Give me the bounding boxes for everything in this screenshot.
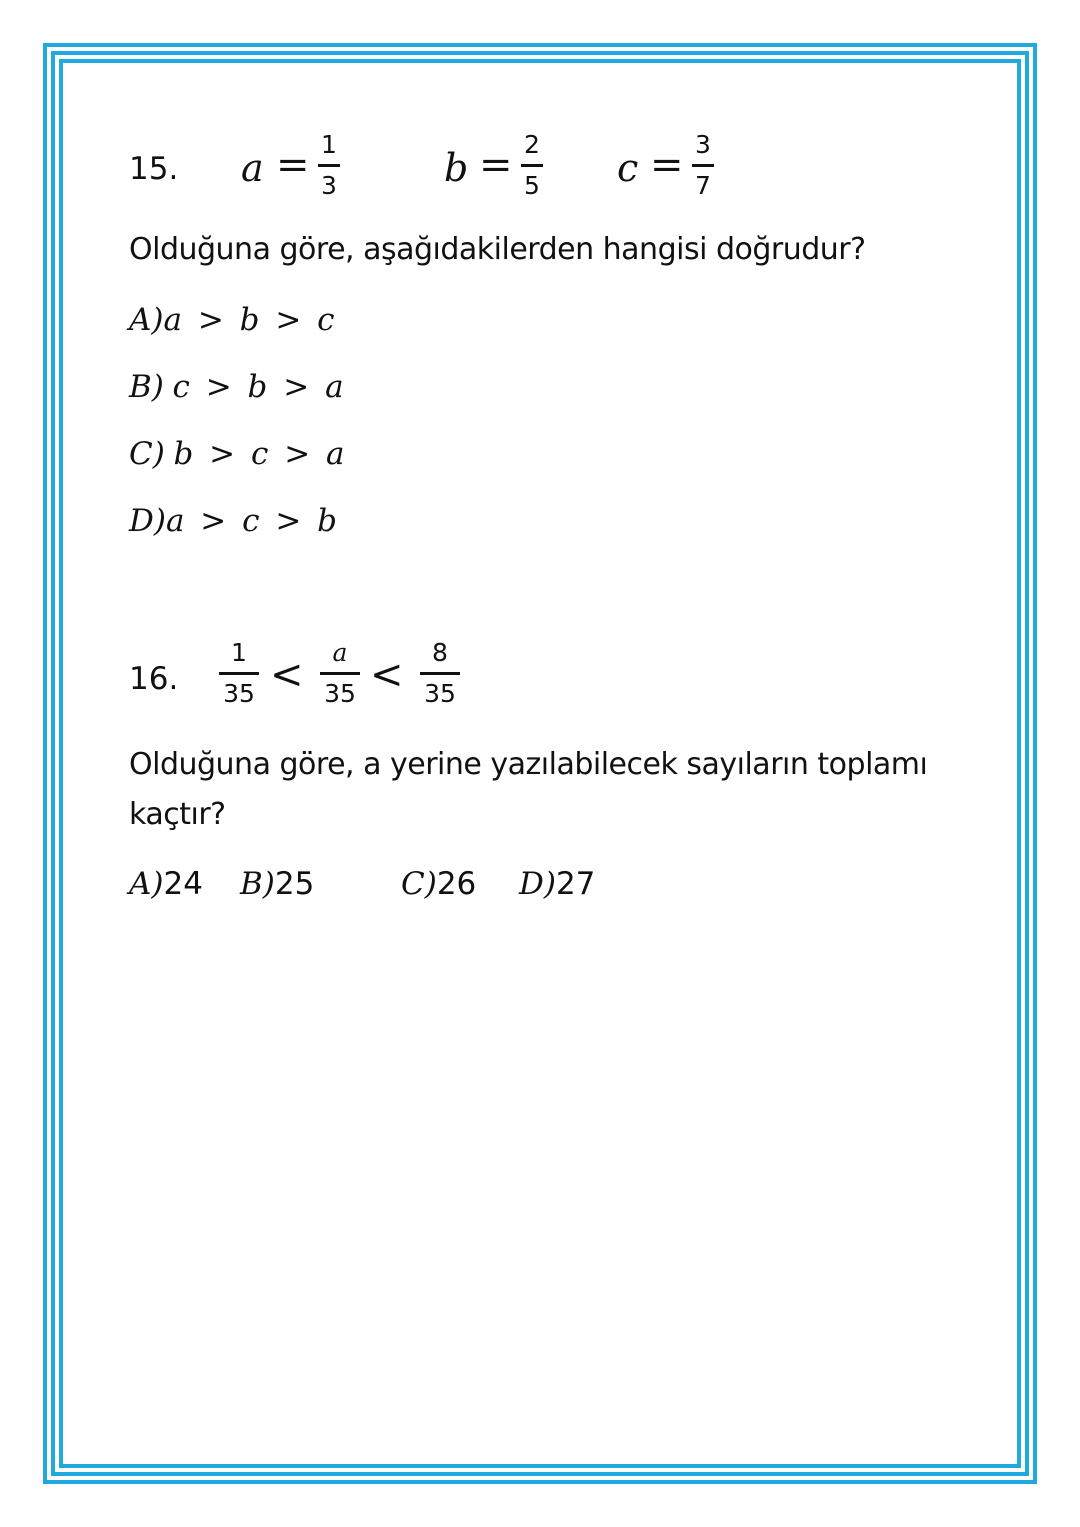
option-b[interactable]: B)25 [240,866,315,902]
option-d[interactable]: D)27 [519,866,596,902]
question-number: 16. [129,661,179,697]
fraction-b: 2 5 [521,130,543,201]
option-a[interactable]: A)24 [129,866,203,902]
fraction-lower: 1 35 [219,638,259,709]
given-a-var: a [241,146,264,190]
option-c[interactable]: C)26 [401,866,477,902]
fraction-a: 1 3 [318,130,340,201]
fraction-middle: a 35 [320,638,360,709]
fraction-c: 3 7 [692,130,714,201]
option-d[interactable]: D)a > c > b [129,503,338,539]
equals-sign: = [650,142,684,188]
less-than-sign: < [270,652,304,698]
less-than-sign: < [370,652,404,698]
equals-sign: = [276,142,310,188]
question-text: Olduğuna göre, aşağıdakilerden hangisi doğrudur? [129,232,866,267]
question-text-line2: kaçtır? [129,797,226,832]
given-c-var: c [617,146,639,190]
question-text-line1: Olduğuna göre, a yerine yazılabilecek sayıların toplamı [129,747,928,782]
option-b[interactable]: B) c > b > a [129,369,344,405]
question-number: 15. [129,151,179,187]
equals-sign: = [479,142,513,188]
given-b-var: b [444,146,469,190]
option-c[interactable]: C) b > c > a [129,436,345,472]
fraction-upper: 8 35 [420,638,460,709]
option-a[interactable]: A)a > b > c [129,302,335,338]
